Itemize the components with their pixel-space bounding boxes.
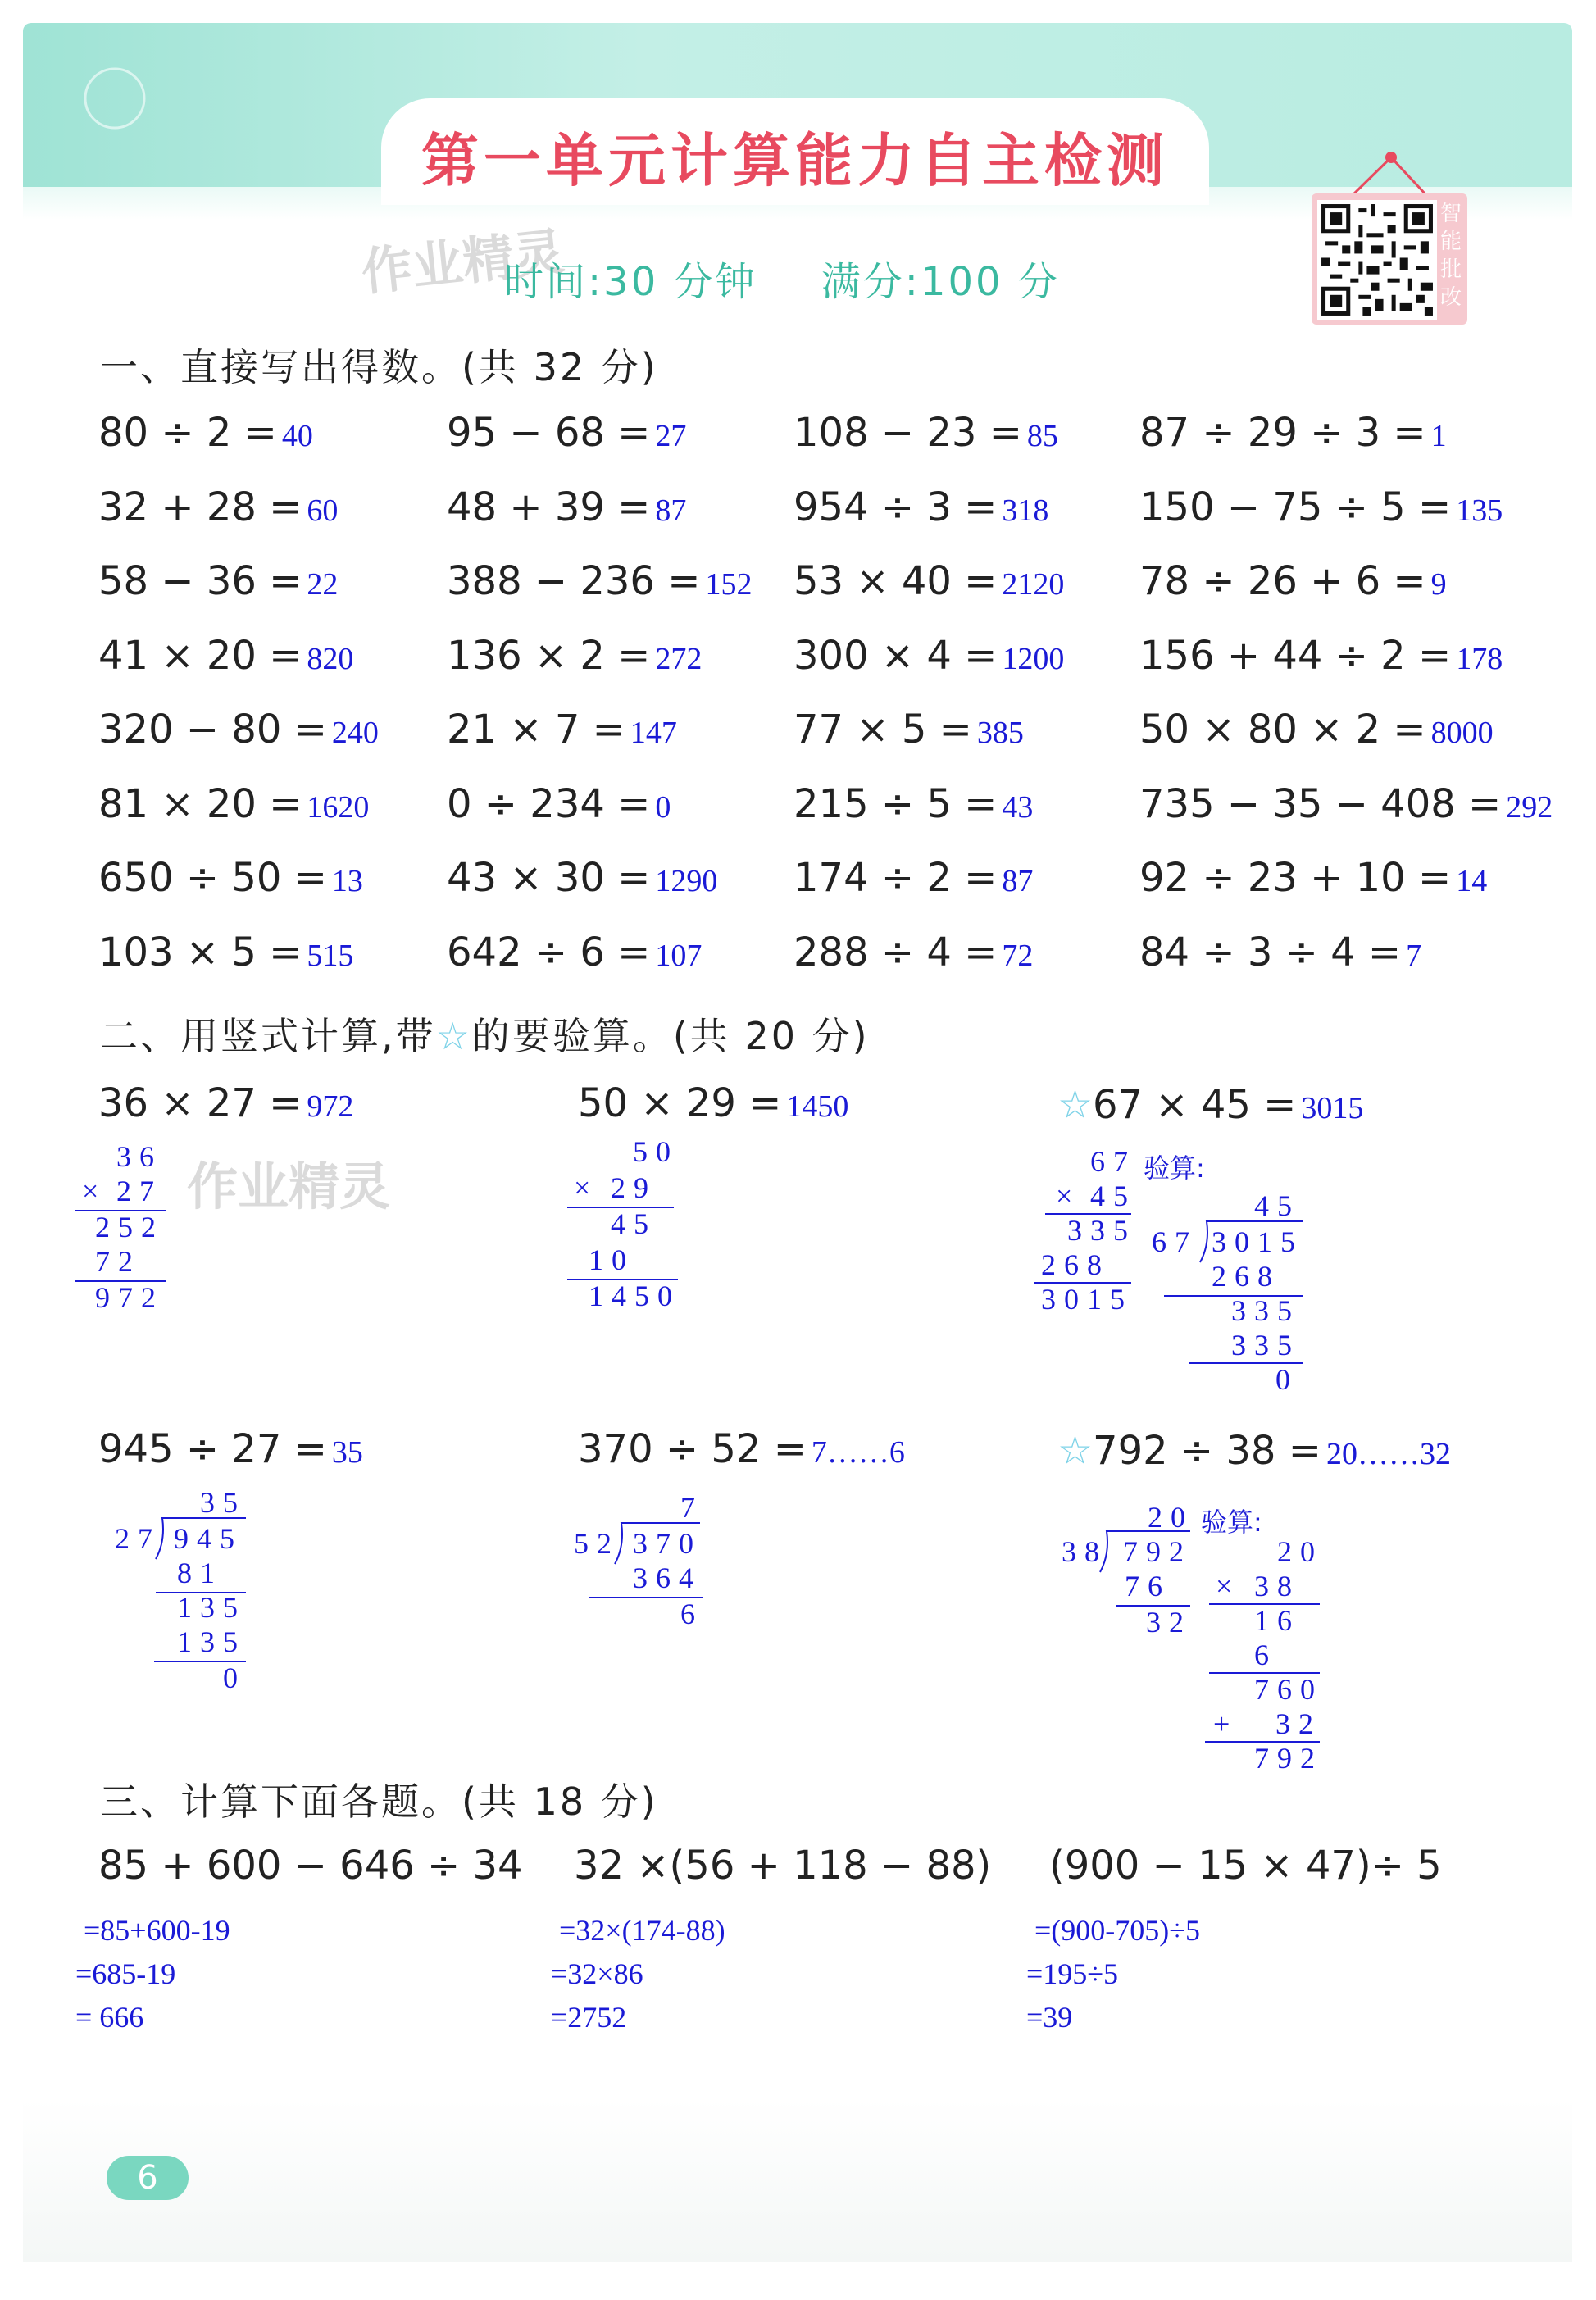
oral-problem [1139,633,1503,679]
problem-text: 48 + 39 = [447,484,651,530]
work-digit: 72 [95,1245,141,1278]
section-2-heading-a: 二、用竖式计算,带 [100,1014,436,1058]
solution-step: =32×(174-88) [559,1914,725,1947]
full-score: 满分:100 分 [821,259,1060,305]
oral-problem [447,930,702,975]
work-digit: 76 [1125,1570,1171,1602]
oral-problem [1139,707,1494,752]
decorative-circle-icon [82,66,148,131]
answer: 7……6 [811,1435,905,1470]
problem-text: 642 ÷ 6 = [447,929,651,975]
work-digit: 370 [633,1527,702,1560]
problem-text: 84 ÷ 3 ÷ 4 = [1139,929,1402,975]
problem-text: 95 − 68 = [447,410,651,456]
answer: 0 [655,789,671,825]
problem-text: 300 × 4 = [793,632,998,679]
oral-problem [793,484,1048,530]
answer: 147 [630,716,677,750]
problem-text: 288 ÷ 4 = [793,929,998,975]
answer: 40 [281,419,313,453]
problem-text: 370 ÷ 52 = [578,1426,807,1472]
page-number: 6 [107,2156,189,2200]
check-digit: 38 [1254,1570,1300,1602]
answer: 1620 [307,789,370,825]
check-digit: 20 [1277,1535,1323,1568]
problem-text: 108 − 23 = [793,410,1022,456]
work-digit: 335 [1067,1214,1136,1247]
check-digit: 335 [1231,1294,1300,1327]
qr-code-icon[interactable] [1317,200,1437,320]
section-2-heading [100,1007,870,1061]
expression-problem: (900 − 15 × 47)÷ 5 [1049,1843,1442,1889]
vertical-problem-2 [578,1080,848,1126]
work-digit: 268 [1041,1248,1110,1281]
answer: 2120 [1002,567,1065,602]
problem-text: 650 ÷ 50 = [98,855,327,901]
answer: 87 [1002,864,1034,898]
oral-problem [793,633,1064,679]
work-digit: 38 [1062,1535,1107,1568]
solution-step: =39 [1026,2001,1073,2034]
oral-problem [1139,410,1447,456]
time-limit: 时间:30 分钟 [504,259,757,305]
problem-text: 945 ÷ 27 = [98,1426,327,1472]
oral-problem [447,781,671,827]
oral-problem [1139,855,1487,901]
oral-problem [98,558,338,604]
work-digit: 792 [1123,1535,1192,1568]
oral-problem [793,855,1033,901]
problem-text: 174 ÷ 2 = [793,855,998,901]
problem-text: 156 + 44 ÷ 2 = [1139,632,1452,679]
answer: 27 [655,419,687,453]
solution-step: =(900-705)÷5 [1034,1914,1201,1947]
answer: 14 [1456,864,1488,898]
oral-problem [98,633,353,679]
check-digit: 6 [1254,1639,1277,1671]
work-digit: 10 [589,1243,634,1276]
problem-text: 32 + 28 = [98,484,302,530]
problem-text: 388 − 236 = [447,558,701,604]
check-digit: 760 [1254,1673,1323,1706]
answer: 87 [655,493,687,528]
work-digit: 45 [611,1207,657,1240]
check-digit: × [1216,1570,1241,1602]
oral-problem [447,558,752,604]
check-digit: 3015 [1212,1225,1303,1258]
work-digit: 6 [680,1598,703,1630]
work-digit: 252 [95,1211,164,1243]
work-digit: 45 [1090,1180,1136,1212]
answer: 1200 [1002,641,1065,676]
answer: 1290 [655,864,718,898]
problem-text: 36 × 27 = [98,1080,302,1126]
oral-problem [98,410,313,456]
solution-step: = 666 [75,2001,144,2034]
check-digit: 16 [1254,1604,1300,1637]
oral-problem [1139,781,1553,827]
page-footer-band [23,2098,1572,2262]
answer: 972 [307,1089,354,1124]
oral-problem [793,410,1058,456]
problem-text: 80 ÷ 2 = [98,410,277,456]
answer: 60 [307,493,339,528]
problem-text: 77 × 5 = [793,707,972,752]
problem-text: 41 × 20 = [98,632,302,679]
work-digit: 27 [115,1522,161,1555]
check-digit: 0 [1275,1363,1298,1396]
qr-tag-char: 批 [1439,257,1462,282]
problem-text: 103 × 5 = [98,929,302,975]
work-digit: × [82,1175,107,1207]
answer: 43 [1002,789,1034,825]
solution-step: =85+600-19 [84,1914,230,1947]
work-digit: 1450 [589,1280,680,1312]
problem-text: 21 × 7 = [447,707,625,752]
problem-text: 43 × 30 = [447,855,651,901]
qr-hanger-icon [1344,156,1435,197]
vertical-problem-5 [578,1426,905,1472]
problem-text: 954 ÷ 3 = [793,484,998,530]
answer: 107 [655,938,703,973]
problem-text: 150 − 75 ÷ 5 = [1139,484,1452,530]
watermark: 作业精灵 [187,1157,391,1216]
answer: 1 [1430,419,1447,453]
watermark: 作业精灵 [358,221,567,302]
answer: 515 [307,938,354,973]
answer: 8000 [1430,716,1494,750]
oral-problem [98,855,363,901]
answer: 7 [1406,938,1422,973]
oral-problem [1139,558,1447,604]
work-digit: 20 [1148,1501,1194,1534]
work-digit: 364 [633,1561,702,1594]
work-digit: 35 [200,1486,246,1519]
check-label: 验算: [1144,1152,1205,1184]
work-digit: 36 [116,1140,162,1173]
star-icon: ☆ [1057,1428,1094,1474]
star-icon: ☆ [1057,1082,1094,1128]
section-3-heading: 三、计算下面各题。(共 18 分) [100,1780,658,1824]
oral-problem [447,410,686,456]
oral-problem [447,484,686,530]
qr-tag-char: 能 [1439,230,1462,254]
section-2-heading-b: 的要验算。(共 20 分) [471,1014,870,1058]
oral-problem [793,930,1033,975]
problem-text: 735 − 35 − 408 = [1139,780,1502,827]
problem-text: 136 × 2 = [447,632,651,679]
expression-problem: 85 + 600 − 646 ÷ 34 [98,1843,523,1889]
answer: 9 [1430,567,1447,602]
problem-text: 50 × 80 × 2 = [1139,707,1426,752]
answer: 3015 [1301,1091,1364,1125]
vertical-problem-1 [98,1080,353,1126]
solution-step: =685-19 [75,1957,176,1990]
answer: 292 [1506,789,1553,825]
work-digit: 7 [680,1491,703,1524]
oral-problem [98,930,353,975]
work-digit: 50 [633,1135,679,1168]
problem-text: 320 − 80 = [98,707,327,752]
check-label: 验算: [1201,1507,1262,1538]
solution-step: =2752 [551,2001,627,2034]
answer: 272 [655,641,703,676]
problem-text: 58 − 36 = [98,558,302,604]
work-digit: 945 [174,1522,243,1555]
check-digit: 268 [1212,1260,1280,1293]
section-1-heading: 一、直接写出得数。(共 32 分) [100,345,658,389]
expression-problem: 32 ×(56 + 118 − 88) [574,1843,992,1889]
answer: 35 [331,1435,363,1470]
problem-text: 53 × 40 = [793,558,998,604]
oral-problem [447,707,677,752]
oral-problem [793,707,1024,752]
problem-text: 67 × 45 = [1093,1082,1297,1128]
work-digit: 29 [611,1171,657,1204]
problem-text: 215 ÷ 5 = [793,780,998,827]
work-digit: 135 [177,1591,246,1624]
oral-problem [98,781,369,827]
check-digit: 335 [1231,1329,1300,1361]
check-digit: 792 [1254,1742,1323,1775]
work-digit: × [574,1171,599,1204]
exam-meta [504,250,1109,307]
answer: 318 [1002,493,1049,528]
oral-problem [1139,484,1503,530]
problem-text: 792 ÷ 38 = [1093,1428,1321,1474]
solution-step: =32×86 [551,1957,643,1990]
problem-text: 0 ÷ 234 = [447,780,651,827]
work-digit: 52 [574,1527,620,1560]
page-title: 第一单元计算能力自主检测 [421,127,1169,194]
oral-problem [98,484,338,530]
answer: 240 [331,716,379,750]
oral-problem [793,781,1033,827]
vertical-problem-4 [98,1426,363,1472]
work-digit: 0 [223,1661,246,1694]
check-digit: 45 [1254,1189,1300,1222]
vertical-problem-3 [1057,1082,1363,1128]
oral-problem [447,633,702,679]
work-digit: 972 [95,1281,164,1314]
qr-tag-char: 改 [1439,285,1462,310]
oral-problem [793,558,1064,604]
work-digit: 135 [177,1625,246,1658]
problem-text: 92 ÷ 23 + 10 = [1139,855,1452,901]
work-digit: 3015 [1041,1283,1133,1316]
answer: 72 [1002,938,1034,973]
oral-problem [1139,930,1421,975]
answer: 13 [331,864,363,898]
check-digit: 32 [1275,1707,1321,1740]
work-digit: × [1056,1180,1081,1212]
work-digit: 27 [116,1175,162,1207]
qr-tag-char: 智 [1439,202,1462,226]
answer: 385 [976,716,1024,750]
star-icon: ☆ [435,1014,472,1058]
oral-problem [98,707,379,752]
vertical-problem-6 [1057,1428,1451,1474]
qr-tag [1439,200,1463,311]
answer: 20……32 [1325,1437,1451,1471]
solution-step: =195÷5 [1026,1957,1119,1990]
problem-text: 87 ÷ 29 ÷ 3 = [1139,410,1426,456]
work-digit: 81 [177,1557,223,1589]
answer: 1450 [786,1089,849,1124]
problem-text: 81 × 20 = [98,780,302,827]
answer: 820 [307,641,354,676]
answer: 85 [1026,419,1058,453]
answer: 152 [705,567,753,602]
problem-text: 50 × 29 = [578,1080,782,1126]
answer: 22 [307,567,339,602]
work-digit: 32 [1146,1606,1192,1639]
work-digit: 67 [1090,1145,1136,1178]
answer: 178 [1456,641,1503,676]
answer: 135 [1456,493,1503,528]
problem-text: 78 ÷ 26 + 6 = [1139,558,1426,604]
check-digit: + [1213,1707,1239,1740]
check-digit: 67 [1152,1225,1198,1258]
oral-problem [447,855,717,901]
